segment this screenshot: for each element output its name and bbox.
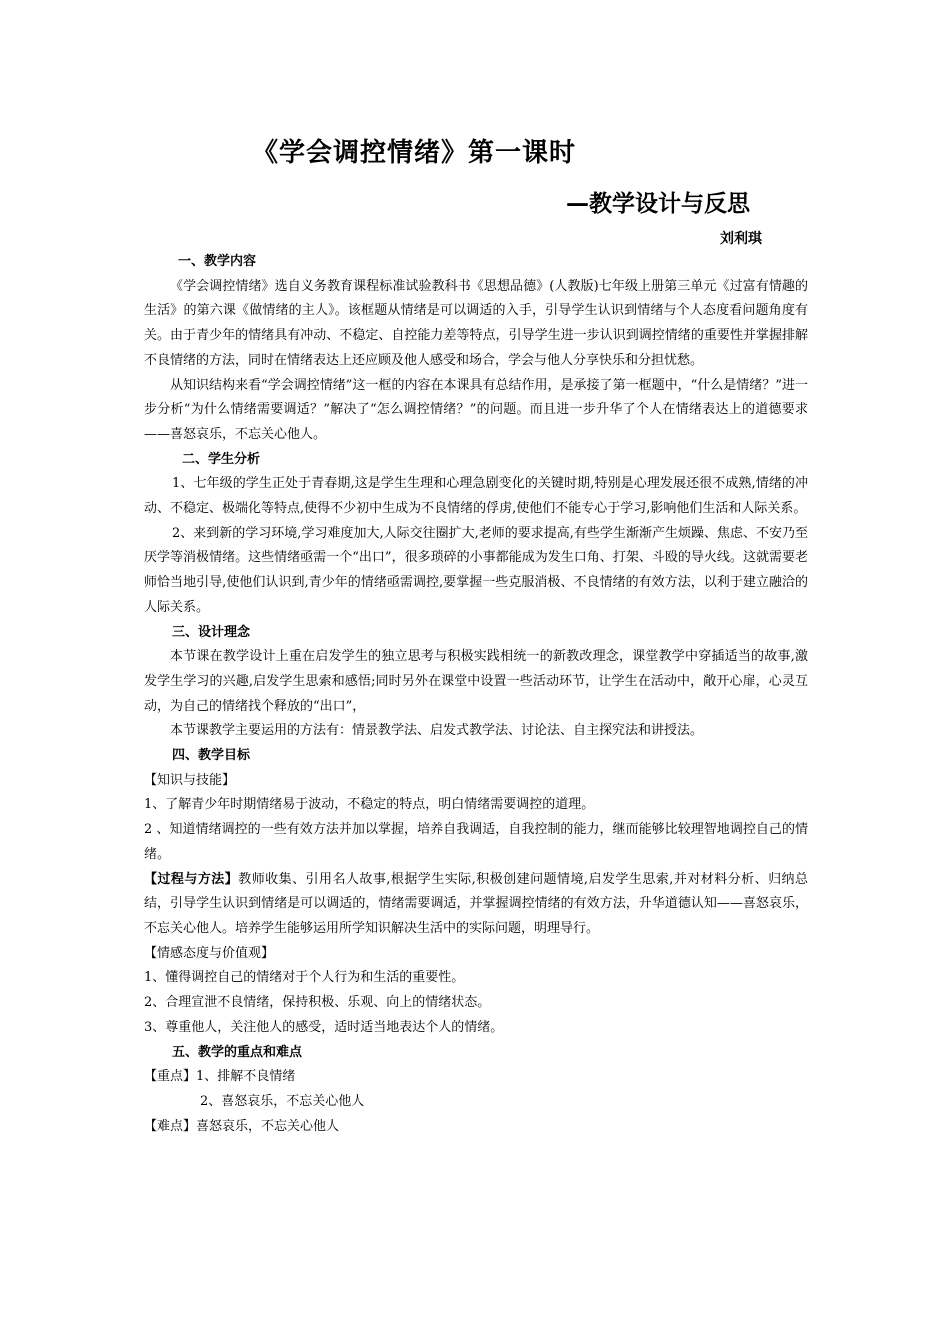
section-heading-key-points: 五、教学的重点和难点 (172, 1044, 303, 1060)
paragraph: 从知识结构来看“学会调控情绪”这一框的内容在本课具有总结作用，是承接了第一框题中，“什么是情绪？”进一步分析“为什么情绪需要调适？”解决了“怎么调控情绪？”的问题。而且进一步升华了个人在情绪表达上的道德要求——喜怒哀乐，不忘关心他人。 (144, 377, 808, 442)
paragraph: 2、来到新的学习环境,学习难度加大,人际交往圈扩大,老师的要求提高,有些学生渐渐产生烦躁、焦虑、不安乃至厌学等消极情绪。这些情绪亟需一个“出口”，很多琐碎的小事都能成为发生口角、打架、斗殴的导火线。这就需要老师恰当地引导,使他们认识到,青少年的情绪亟需调控,要掌握一些克服消极、不良情绪的有效方法，以利于建立融洽的人际关系。 (144, 525, 808, 615)
key-point-label: 【重点】 (144, 1069, 197, 1085)
goal-item: 2 、知道情绪调控的一些有效方法并加以掌握，培养自我调适，自我控制的能力，继而能够比较理智地调控自己的情绪。 (144, 822, 808, 862)
key-point-row (144, 1065, 808, 1090)
difficulty-label: 【难点】 (144, 1118, 197, 1134)
key-point-item: 1、排解不良情绪 (196, 1069, 296, 1085)
difficulty-text: 喜怒哀乐，不忘关心他人 (196, 1118, 340, 1134)
goal-label-process: 【过程与方法】 (144, 871, 239, 887)
goal-item: 1、懂得调控自己的情绪对于个人行为和生活的重要性。 (144, 970, 465, 986)
section-heading-design: 三、设计理念 (172, 624, 251, 640)
goal-process (144, 868, 808, 942)
document-title: 《学会调控情绪》第一课时 (252, 138, 577, 168)
key-point-item: 2、喜怒哀乐，不忘关心他人 (200, 1093, 365, 1109)
author-name: 刘利琪 (720, 231, 762, 247)
paragraph: 本节课在教学设计上重在启发学生的独立思考与积极实践相统一的新教改理念，课堂教学中穿插适当的故事,激发学生学习的兴趣,启发学生思索和感悟;同时另外在课堂中设置一些活动环节，让学生在活动中，敞开心扉，心灵互动，为自己的情绪找个释放的“出口”， (144, 649, 808, 714)
document-body (144, 250, 808, 1139)
paragraph: 本节课教学主要运用的方法有：情景教学法、启发式教学法、讨论法、自主探究法和讲授法。 (170, 723, 704, 739)
paragraph: 1、七年级的学生正处于青春期,这是学生生理和心理急剧变化的关键时期,特别是心理发展还很不成熟,情绪的冲动、不稳定、极端化等特点,使得不少初中生成为不良情绪的俘虏,使他们不能专心于学习,影响他们生活和人际关系。 (144, 476, 808, 517)
goal-item: 2、合理宣泄不良情绪，保持积极、乐观、向上的情绪状态。 (144, 995, 491, 1011)
goal-item: 1、了解青少年时期情绪易于波动，不稳定的特点，明白情绪需要调控的道理。 (144, 797, 595, 813)
difficulty-row (144, 1115, 808, 1140)
goal-process-text: 教师收集、引用名人故事,根据学生实际,积极创建问题情境,启发学生思索,并对材料分析、归纳总结，引导学生认识到情绪是可以调适的，情绪需要调适，并掌握调控情绪的有效方法，升华道德认知——喜怒哀乐，不忘关心他人。培养学生能够运用所学知识解决生活中的实际问题，明理导行。 (144, 871, 808, 936)
goal-item: 3、尊重他人，关注他人的感受，适时适当地表达个人的情绪。 (144, 1019, 504, 1035)
section-heading-students: 二、学生分析 (182, 451, 261, 467)
document-subtitle: —教学设计与反思 (566, 191, 750, 217)
goal-label-attitude: 【情感态度与价值观】 (144, 945, 275, 961)
section-heading-content: 一、教学内容 (178, 254, 257, 269)
paragraph: 《学会调控情绪》选自义务教育课程标准试验教科书《思想品德》(人教版)七年级上册第三单元《过富有情趣的生活》的第六课《做情绪的主人》。该框题从情绪是可以调适的入手，引导学生认识到情绪与个人态度看问题角度有关。由于青少年的情绪具有冲动、不稳定、自控能力差等特点，引导学生进一步认识到调控情绪的重要性并掌握排解不良情绪的方法，同时在情绪表达上还应顾及他人感受和场合，学会与他人分享快乐和分担忧愁。 (144, 278, 808, 368)
section-heading-goals: 四、教学目标 (172, 748, 251, 764)
goal-label-knowledge: 【知识与技能】 (144, 772, 236, 788)
